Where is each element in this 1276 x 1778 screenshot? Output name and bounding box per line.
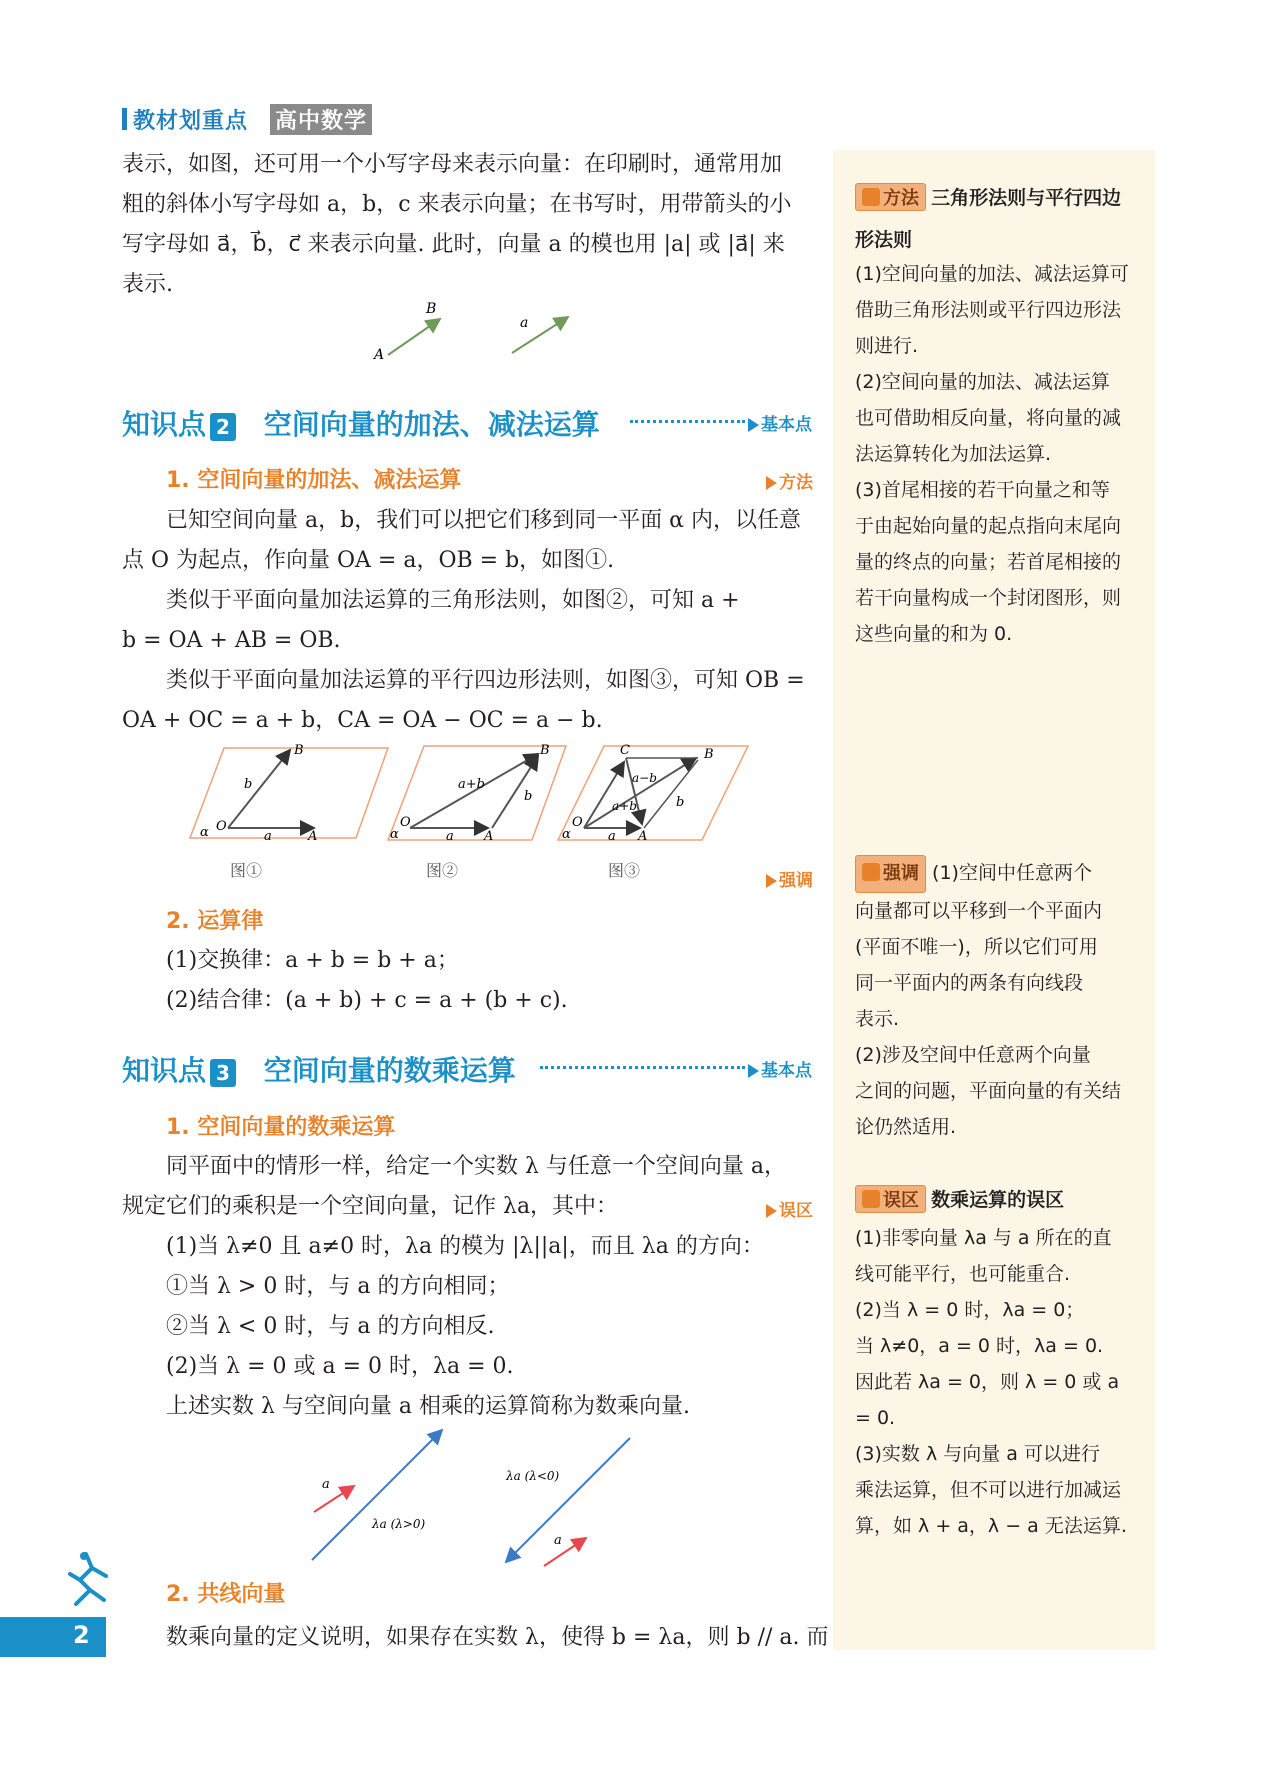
label: a [554,1533,562,1548]
knowledge-point-3-heading [122,1049,516,1089]
caption: 图③ [608,861,641,880]
intro-line: 表示. [122,272,173,297]
label: B [704,747,714,762]
emphasis-first-line [855,855,1137,893]
triangle-icon [766,874,777,888]
label: α [562,827,571,842]
text-line: b = OA + AB = OB. [122,628,341,653]
label-a-point: A [374,347,385,363]
label: a+b [612,799,637,813]
label: b [524,789,533,804]
label: λa (λ<0) [506,1469,560,1483]
text-line: (1)当 λ≠0 且 a≠0 时，λa 的模为 |λ||a|，而且 λa 的方向： [166,1234,764,1259]
side-line: 线可能平行，也可能重合. [855,1263,1071,1285]
page-number-bar [0,1617,106,1657]
side-line: (2)当 λ = 0 时，λa = 0； [855,1299,1085,1321]
side-line: 论仍然适用. [855,1116,957,1138]
label: C [620,743,630,758]
vector-a [314,1486,354,1512]
emphasis-tag [766,866,813,891]
vector-a-2 [544,1538,586,1566]
kp2-dotted-leader [630,420,745,423]
header-subject: 高中数学 [270,104,372,135]
side-mistake-heading [855,1185,1064,1213]
method-badge [855,183,926,211]
method-tag [766,468,813,493]
intro-line: 表示，如图，还可用一个小写字母来表示向量：在印刷时，通常用加 [122,152,783,177]
collinear-line: 数乘向量的定义说明，如果存在实数 λ，使得 b = λa，则 b // a. 而 [166,1625,829,1650]
mistake-tag [766,1196,813,1221]
side-line: 也可借助相反向量，将向量的减 [855,407,1122,429]
label-a-vector: a [520,315,529,331]
side-line: (1)非零向量 λa 与 a 所在的直 [855,1227,1112,1249]
label: λa (λ>0) [372,1517,426,1531]
mistake-tag-label: 误区 [779,1201,813,1221]
scalar-mult-paragraph [122,1147,828,1427]
side-line: 于由起始向量的起点指向末尾向 [855,515,1122,537]
emphasis-tag-label: 强调 [779,871,813,891]
label: a+b [458,777,485,792]
label-b: B [426,301,437,317]
caption: 图① [230,861,263,880]
side-line: 量的终点的向量；若首尾相接的 [855,551,1122,573]
page-number: 2 [73,1621,90,1649]
vector-ob [228,750,290,828]
label: O [572,815,583,830]
pin-icon [862,863,880,881]
label: b [676,795,685,810]
kp3-tag [748,1056,812,1081]
figure-scalar-multiples [300,1420,640,1570]
text-line: 类似于平面向量加法运算的三角形法则，如图②，可知 a + [166,588,740,613]
side-line: 之间的问题，平面向量的有关结 [855,1080,1122,1102]
kp3-dotted-leader [540,1066,745,1069]
emphasis-badge [855,855,926,893]
text-line: 类似于平面向量加法运算的平行四边形法则，如图③，可知 OB = [166,668,805,693]
side-line: (2)涉及空间中任意两个向量 [855,1044,1091,1066]
label: a [322,1477,330,1492]
section-collinear-title: 2. 共线向量 [166,1582,286,1607]
kp3-tag-label: 基本点 [761,1061,812,1081]
kp2-tag [748,410,812,435]
text-line: OA + OC = a + b，CA = OA − OC = a − b. [122,708,603,733]
text-line: 点 O 为起点，作向量 OA = a，OB = b，如图①. [122,548,615,573]
kp2-tag-label: 基本点 [761,415,812,435]
method-badge-label: 方法 [883,188,919,209]
method-title: 三角形法则与平行四边 [931,187,1122,209]
kp-title: 空间向量的加法、减法运算 [263,408,600,441]
label: O [216,819,227,834]
caption: 图② [426,861,459,880]
side-line: (3)首尾相接的若干向量之和等 [855,479,1110,501]
header-bar [122,108,127,130]
side-line: (平面不唯一)，所以它们可用 [855,936,1098,958]
warning-icon [862,1190,880,1208]
side-line: 则进行. [855,335,919,357]
knowledge-point-2-heading [122,403,600,443]
mistake-body [855,1220,1137,1544]
text-line: 同平面中的情形一样，给定一个实数 λ 与任意一个空间向量 a， [166,1154,787,1179]
label: O [400,815,411,830]
vector-oc [584,762,624,828]
figure-1 [190,743,388,880]
book-icon [862,188,880,206]
label: B [294,743,304,758]
side-line: 因此若 λa = 0，则 λ = 0 或 a = 0. [855,1371,1120,1429]
label: B [540,743,550,758]
laws-list [166,941,826,1021]
label: α [200,825,209,840]
law-item: (1)交换律：a + b = b + a； [166,948,459,973]
vector-lambda-a-positive [312,1430,442,1560]
side-line: 借助三角形法则或平行四边形法 [855,299,1122,321]
section-scalar-mult-title: 1. 空间向量的数乘运算 [166,1115,396,1140]
emphasis-badge-label: 强调 [883,863,919,884]
method-title-cont: 形法则 [855,229,913,251]
triangle-icon [766,476,777,490]
side-line: 法运算转化为加法运算. [855,443,1052,465]
label: a [264,829,272,844]
mistake-title: 数乘运算的误区 [931,1189,1065,1211]
text-line: 已知空间向量 a，b，我们可以把它们移到同一平面 α 内，以任意 [166,508,802,533]
side-line: (1)空间向量的加法、减法运算可 [855,263,1129,285]
text-line: ②当 λ < 0 时，与 a 的方向相反. [166,1314,495,1339]
side-method-heading [855,183,1121,211]
kp-prefix: 知识点 [122,408,207,441]
triangle-icon [748,418,759,432]
side-line: 这些向量的和为 0. [855,623,1013,645]
label: A [638,829,648,844]
label: a [608,829,616,844]
label: A [484,829,494,844]
side-line: (2)空间向量的加法、减法运算 [855,371,1110,393]
triangle-icon [766,1204,777,1218]
side-line: (3)实数 λ 与向量 a 可以进行 [855,1443,1100,1465]
intro-line: 粗的斜体小写字母如 a，b，c 来表示向量；在书写时，用带箭头的小 [122,192,792,217]
text-line: (2)当 λ = 0 或 a = 0 时，λa = 0. [166,1354,514,1379]
kp-number: 2 [210,413,236,441]
side-line: 乘法运算，但不可以进行加减运 [855,1479,1122,1501]
emphasis-body [855,855,1137,1145]
intro-line: 写字母如 a⃗，b⃗，c⃗ 来表示向量. 此时，向量 a 的模也用 |a| 或 |a⃗| 来 [122,232,785,257]
mistake-badge-label: 误区 [883,1190,919,1211]
text-line: 上述实数 λ 与空间向量 a 相乘的运算简称为数乘向量. [166,1394,691,1419]
add-sub-paragraph [122,501,828,741]
label: a [446,829,454,844]
label: α [390,827,399,842]
kp-title: 空间向量的数乘运算 [263,1054,516,1087]
figures-vector-addition [188,740,768,890]
side-line: 表示. [855,1008,900,1030]
method-body [855,256,1137,652]
kp-number: 3 [210,1059,236,1087]
section-laws-title: 2. 运算律 [166,909,264,934]
vector-lambda-a-negative [506,1438,630,1562]
section-add-sub-title: 1. 空间向量的加法、减法运算 [166,468,462,493]
side-line: 算，如 λ + a，λ − a 无法运算. [855,1515,1127,1537]
decorative-runner-icon [66,1550,116,1610]
side-line: 同一平面内的两条有向线段 [855,972,1084,994]
intro-paragraph [122,145,828,305]
triangle-icon [748,1064,759,1078]
text-line: ①当 λ > 0 时，与 a 的方向相同； [166,1274,510,1299]
kp-prefix: 知识点 [122,1054,207,1087]
side-line: 向量都可以平移到一个平面内 [855,900,1103,922]
label: A [308,829,318,844]
text-line: 规定它们的乘积是一个空间向量，记作 λa，其中： [122,1194,619,1219]
method-tag-label: 方法 [779,473,813,493]
label: a−b [632,771,657,785]
figure-3 [558,743,748,880]
vector-ca [626,758,642,824]
figure-2 [388,743,566,880]
vector-ab-arrow [388,319,440,355]
side-line: 若干向量构成一个封闭图形，则 [855,587,1122,609]
mistake-badge [855,1185,926,1213]
law-item: (2)结合律：(a + b) + c = a + (b + c). [166,988,568,1013]
header-book-title: 教材划重点 [133,109,249,134]
side-line: (1)空间中任意两个 [932,862,1092,884]
label: b [244,777,253,792]
side-line: 当 λ≠0，a = 0 时，λa = 0. [855,1335,1104,1357]
figure-vector-notation [360,295,600,375]
